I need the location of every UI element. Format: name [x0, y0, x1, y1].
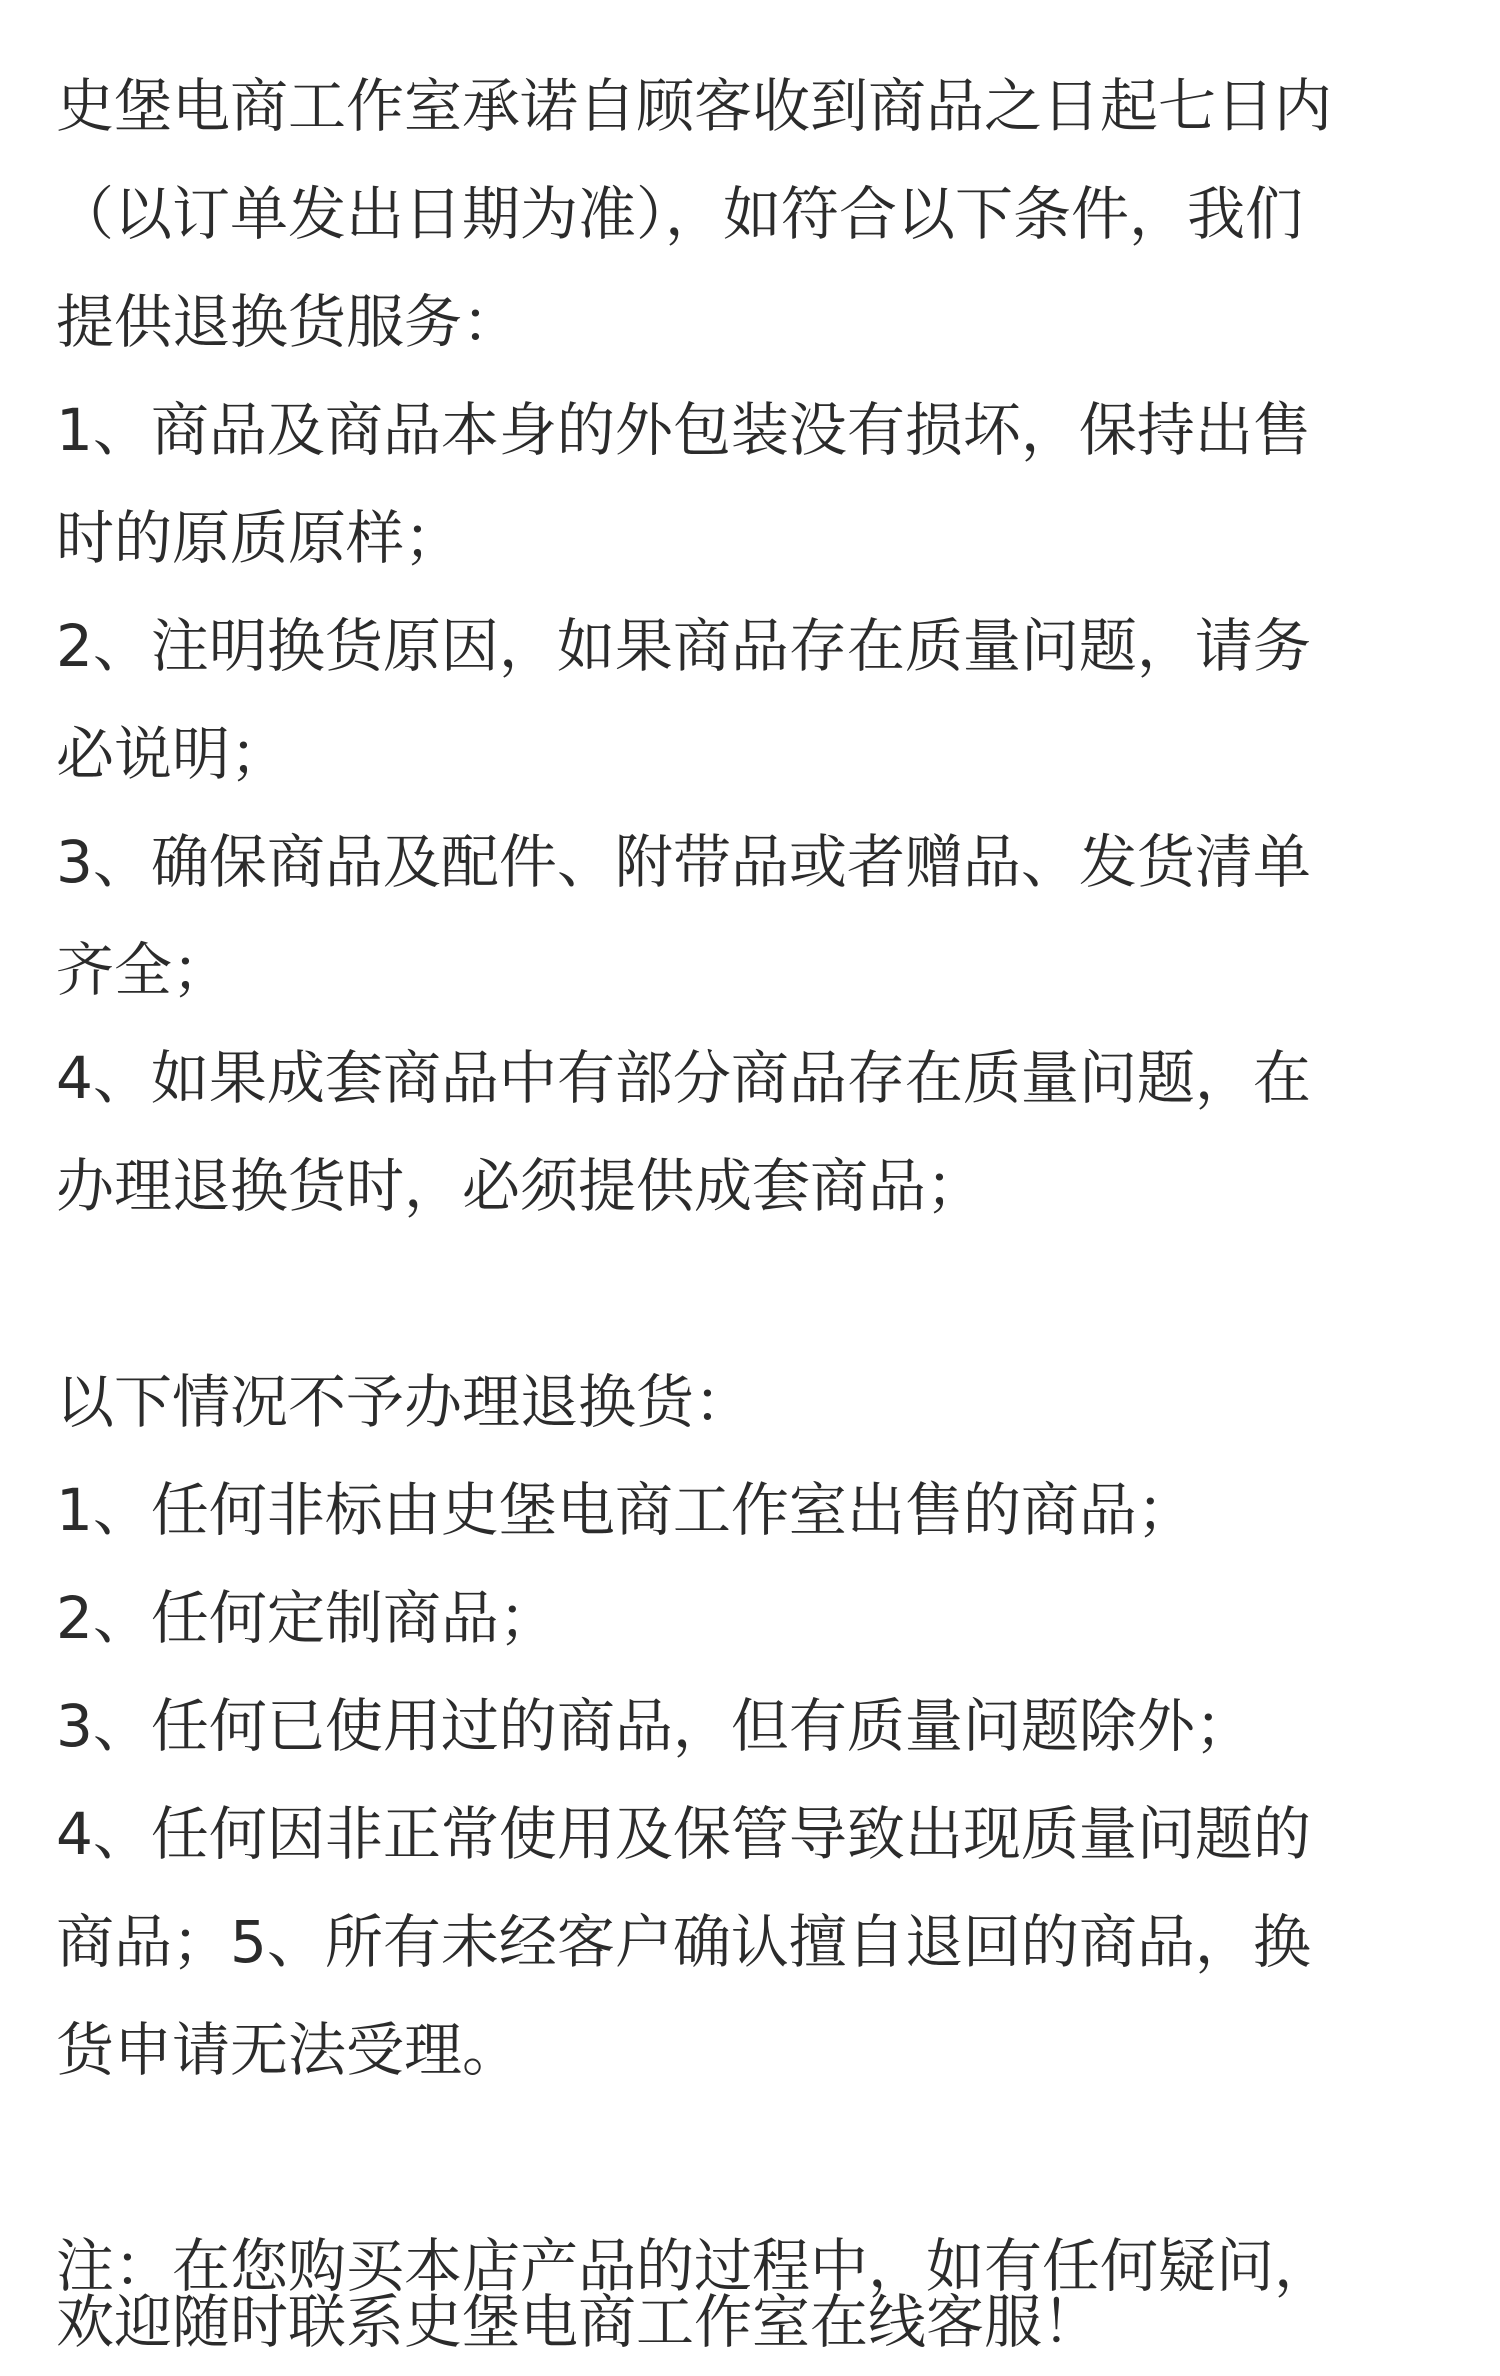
condition-3-line-2: 齐全； — [56, 936, 231, 1004]
condition-4-line-1: 4、如果成套商品中有部分商品存在质量问题，在 — [56, 1044, 1311, 1112]
policy-document — [56, 52, 1456, 2320]
condition-1-line-2: 时的原质原样； — [56, 504, 463, 572]
intro-line-3: 提供退换货服务： — [56, 288, 521, 356]
condition-1-line-1: 1、商品及商品本身的外包装没有损坏，保持出售 — [56, 396, 1311, 464]
exclusion-line-1: 1、任何非标由史堡电商工作室出售的商品； — [56, 1476, 1195, 1544]
note-line-1: 注：在您购买本店产品的过程中，如有任何疑问， — [56, 2232, 1333, 2300]
exclusions-heading: 以下情况不予办理退换货： — [56, 1368, 753, 1436]
intro-line-2: （以订单发出日期为准），如符合以下条件，我们 — [56, 180, 1304, 248]
exclusion-line-6: 货申请无法受理。 — [56, 2016, 521, 2084]
condition-2-line-1: 2、注明换货原因，如果商品存在质量问题，请务 — [56, 612, 1311, 680]
exclusion-line-4: 4、任何因非正常使用及保管导致出现质量问题的 — [56, 1800, 1311, 1868]
paragraph-gap — [56, 2104, 1456, 2212]
exclusion-line-2: 2、任何定制商品； — [56, 1584, 557, 1652]
exclusion-line-5: 商品；5、所有未经客户确认擅自退回的商品，换 — [56, 1908, 1311, 1976]
condition-3-line-1: 3、确保商品及配件、附带品或者赠品、发货清单 — [56, 828, 1311, 896]
note-line-2-clipped: 欢迎随时联系史堡电商工作室在线客服！ — [56, 2288, 1101, 2356]
exclusion-line-3: 3、任何已使用过的商品，但有质量问题除外； — [56, 1692, 1253, 1760]
condition-4-line-2: 办理退换货时，必须提供成套商品； — [56, 1152, 985, 1220]
condition-2-line-2: 必说明； — [56, 720, 289, 788]
intro-line-1: 史堡电商工作室承诺自顾客收到商品之日起七日内 — [56, 72, 1333, 140]
paragraph-gap — [56, 1240, 1456, 1348]
